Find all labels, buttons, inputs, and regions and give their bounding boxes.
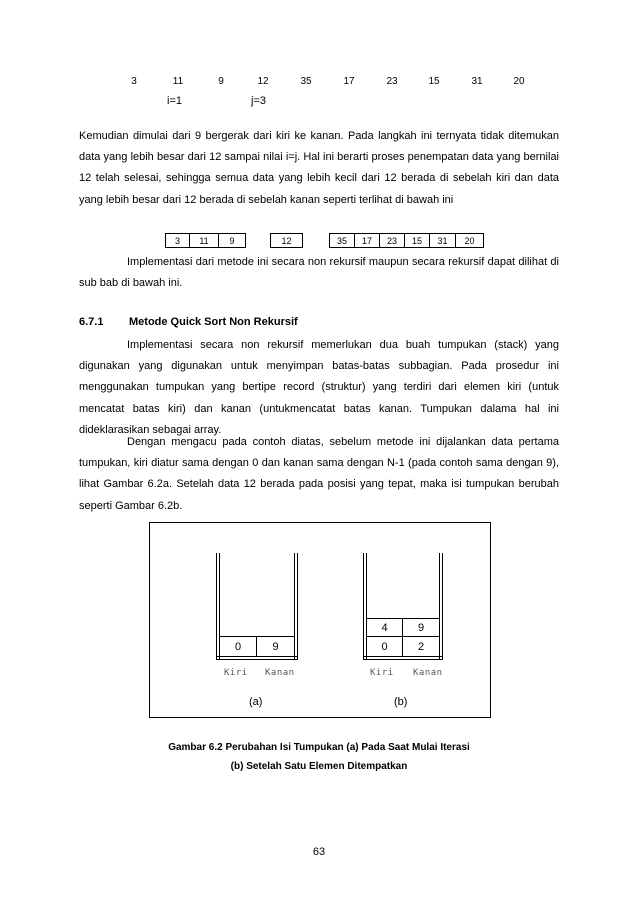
paragraph-intro: Kemudian dimulai dari 9 bergerak dari kiri ke kanan. Pada langkah ini ternyata tidak ditemukan data yang lebih besar dari 12 sampai nilai i=j. Hal ini berarti proses penempatan data yang bernilai 12 telah selesai, sehingga semua data yang lebih kecil dari 12 berada di sebelah kiri dan data yang lebih besar dari 12 berada di sebelah kanan seperti terlihat di bawah ini [79, 130, 559, 206]
section-heading [79, 316, 298, 328]
array-value: 3 [131, 76, 137, 87]
partition-cell: 31 [430, 233, 456, 248]
pointer-j: j=3 [251, 95, 266, 107]
partition-cell: 17 [355, 233, 380, 248]
section-number: 6.7.1 [79, 316, 104, 328]
partition-cell: 23 [380, 233, 405, 248]
array-value: 9 [218, 76, 224, 87]
stack-a-kanan-value: 9 [272, 641, 279, 653]
partition-left [165, 233, 246, 248]
stack-a-caption: (a) [249, 696, 263, 708]
pointer-i: i=1 [167, 95, 182, 107]
partition-pivot [270, 233, 303, 248]
partition-cell: 15 [405, 233, 430, 248]
array-value: 23 [386, 76, 398, 87]
stack-b-row1-kanan: 9 [417, 622, 425, 634]
stack-a-label-kanan: Kanan [265, 668, 295, 678]
partition-cell: 35 [329, 233, 355, 248]
partition-cell-pivot: 12 [270, 233, 303, 248]
partition-cell: 11 [190, 233, 219, 248]
figure-caption-line1: Gambar 6.2 Perubahan Isi Tumpukan (a) Pada Saat Mulai Iterasi [168, 742, 470, 753]
stack-a-label-kiri: Kiri [224, 668, 248, 678]
stack-a-right-wall [294, 553, 298, 660]
partition-cell: 20 [456, 233, 484, 248]
stack-b-label-kanan: Kanan [413, 668, 443, 678]
array-value: 20 [513, 76, 525, 87]
array-value: 17 [343, 76, 355, 87]
page-number: 63 [312, 846, 326, 858]
array-value: 35 [300, 76, 312, 87]
figure-caption-line2: (b) Setelah Satu Elemen Ditempatkan [230, 761, 408, 772]
stack-b-row-divider [367, 636, 439, 637]
partition-right [329, 233, 484, 248]
stack-b-base [363, 656, 443, 660]
array-value: 31 [471, 76, 483, 87]
paragraph-implementation: Implementasi dari metode ini secara non rekursif maupun secara rekursif dapat dilihat di sub bab di bawah ini. [79, 256, 559, 290]
paragraph-stack-example: Dengan mengacu pada contoh diatas, sebelum metode ini dijalankan data pertama tumpukan, kiri diatur sama dengan 0 dan kanan sama dengan N-1 (pada contoh sama dengan 9), lihat Gambar 6.2a. Setelah data 12 berada pada posisi yang tepat, maka isi tumpukan berubah seperti Gambar 6.2b. [79, 436, 559, 512]
stack-a-base [216, 656, 298, 660]
stack-b-row2-kanan: 2 [417, 641, 425, 653]
array-value: 11 [172, 76, 184, 87]
stack-b-row2-kiri: 0 [381, 641, 388, 653]
paragraph-nonrecursive: Implementasi secara non rekursif memerlukan dua buah tumpukan (stack) yang digunakan yang digunakan untuk menyimpan batas-batas subbagian. Pada prosedur ini menggunakan tumpukan yang bertipe record (struktur) yang terdiri dari elemen kiri (untuk mencatat batas kiri) dan kanan (untukmencatat batas kanan. Tumpukan dalama hal ini dideklarasikan sebagai array. [79, 339, 559, 436]
partition-cell: 9 [219, 233, 246, 248]
array-value: 15 [428, 76, 440, 87]
stack-b-label-kiri: Kiri [370, 668, 394, 678]
stack-b-caption: (b) [394, 696, 408, 708]
stack-b-row1-kiri: 4 [381, 622, 388, 634]
stack-b-right-wall [439, 553, 443, 660]
section-title: Metode Quick Sort Non Rekursif [129, 316, 298, 328]
stack-a-kiri-value: 0 [234, 641, 242, 653]
partition-cell: 3 [165, 233, 190, 248]
figure-stack-diagram [149, 522, 491, 718]
array-value: 12 [257, 76, 269, 87]
